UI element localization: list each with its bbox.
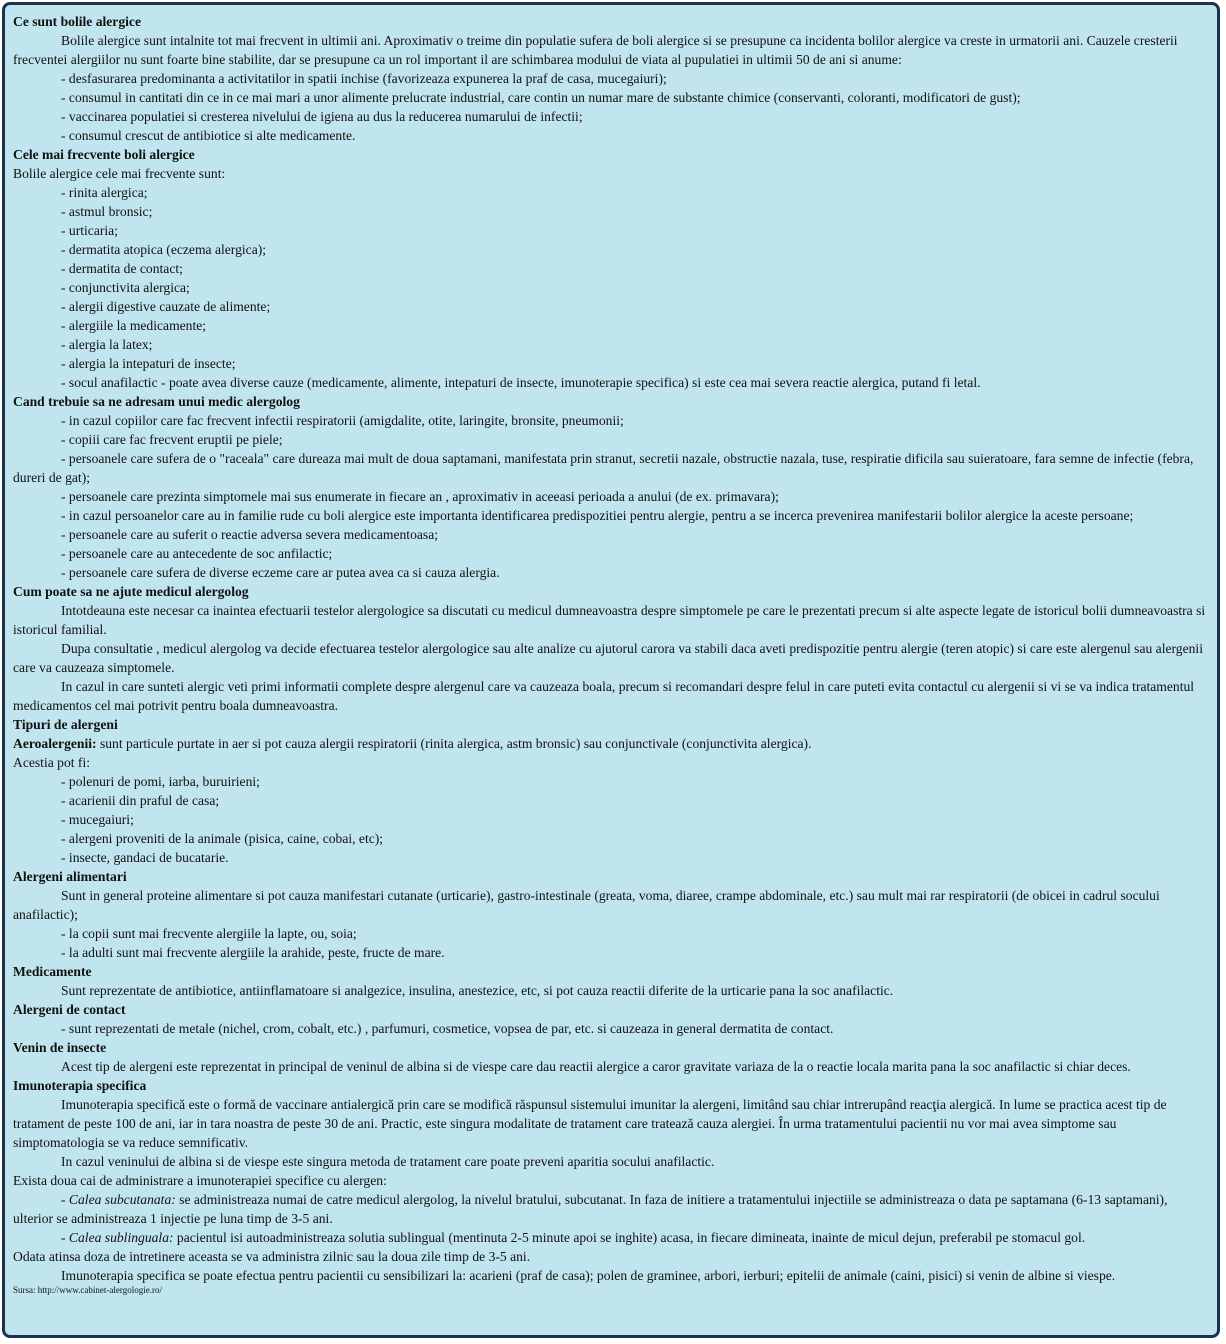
list-item: - consumul crescut de antibiotice si alte medicamente.: [61, 128, 356, 143]
paragraph: Bolile alergice sunt intalnite tot mai frecvent in ultimii ani. Aproximativ o treime din populatie sufera de boli alergice si se presupune ca incidenta bolilor alergice va creste in urmatorii ani. Cauzele cresterii frecventei alergiilor nu sunt foarte bine stabilite, dar se presupune ca un rol important il are schimbarea modului de viata al pupulatiei in ultimii 50 de ani si anume:: [13, 33, 1178, 67]
section-heading: Alergeni alimentari: [13, 869, 127, 884]
paragraph: Dupa consultatie , medicul alergolog va decide efectuarea testelor alergologice sau alte analize cu ajutorul carora va stabili daca aveti predispozitie pentru alergie (teren atopic) si care este alergenul sau alergenii care va cauzeaza simptomele.: [13, 641, 1203, 675]
list-item: - astmul bronsic;: [61, 204, 153, 219]
list-item: - desfasurarea predominanta a activitatilor in spatii inchise (favorizeaza expunerea la praf de casa, mucegaiuri);: [61, 71, 667, 86]
section-heading: Ce sunt bolile alergice: [13, 14, 141, 29]
paragraph: Sunt reprezentate de antibiotice, antiinflamatoare si analgezice, insulina, anestezice, etc, si pot cauza reactii diferite de la urticarie pana la soc anafilactic.: [61, 983, 894, 998]
intro-text: Acestia pot fi:: [13, 755, 91, 770]
list-item: - copiii care fac frecvent eruptii pe piele;: [61, 432, 283, 447]
list-item: - mucegaiuri;: [61, 812, 134, 827]
list-item: - urticaria;: [61, 223, 118, 238]
list-item: - persoanele care sufera de o "raceala" care dureaza mai mult de doua saptamani, manifestata prin stranut, secretii nazale, obstructie nazala, tuse, respiratie dificila sau suieratoare, fara semne de infectie (febra, dureri de gat);: [13, 451, 1194, 485]
section-heading: Alergeni de contact: [13, 1002, 126, 1017]
list-item: - la adulti sunt mai frecvente alergiile la arahide, peste, fructe de mare.: [61, 945, 445, 960]
source-note: Sursa: http://www.cabinet-alergologie.ro/: [13, 1285, 162, 1295]
list-item: - in cazul copiilor care fac frecvent infectii respiratorii (amigdalite, otite, laringite, bronsite, pneumonii;: [61, 413, 624, 428]
intro-text: Bolile alergice cele mai frecvente sunt:: [13, 166, 226, 181]
section-heading: Medicamente: [13, 964, 92, 979]
list-item: - la copii sunt mai frecvente alergiile la lapte, ou, soia;: [61, 926, 357, 941]
sublingual-route: [13, 1228, 1209, 1247]
paragraph: Intotdeauna este necesar ca inaintea efectuarii testelor alergologice sa discutati cu medicul dumneavoastra despre simptomele pe care le prezentati precum si alte aspecte legate de istoricul bolii dumneavoastra si istoricul familial.: [13, 603, 1206, 637]
subcutaneous-route: [13, 1190, 1209, 1228]
aeroallergens-text: sunt particule purtate in aer si pot cauza alergii respiratorii (rinita alergica, astm bronsic) sau conjunctivale (conjunctivita alergica).: [96, 736, 812, 751]
list-item: - sunt reprezentati de metale (nichel, crom, cobalt, etc.) , parfumuri, cosmetice, vopsea de par, etc. si cauzeaza in general dermatita de contact.: [61, 1021, 834, 1036]
aeroallergens-label: Aeroalergenii:: [13, 736, 97, 751]
list-item: - acarienii din praful de casa;: [61, 793, 220, 808]
section-heading: Imunoterapia specifica: [13, 1078, 147, 1093]
section-heading: Tipuri de alergeni: [13, 717, 118, 732]
list-item: - rinita alergica;: [61, 185, 148, 200]
paragraph: Sunt in general proteine alimentare si pot cauza manifestari cutanate (urticarie), gastro-intestinale (greata, voma, diaree, crampe abdominale, etc.) sau mult mai rar respiratorii (de obicei in cadrul socului anafilactic);: [13, 888, 1160, 922]
route-label: - Calea sublinguala:: [61, 1230, 174, 1245]
list-item: - alergiile la medicamente;: [61, 318, 207, 333]
paragraph: Odata atinsa doza de intretinere aceasta se va administra zilnic sau la doua zile timp de 3-5 ani.: [13, 1249, 531, 1264]
list-item: - alergia la intepaturi de insecte;: [61, 356, 236, 371]
paragraph: Imunoterapia specifică este o formă de vaccinare antialergică prin care se modifică răspunsul sistemului imunitar la alergeni, limitând sau chiar intrerupând reacţia alergică. In lume se practica acest tip de tratament de peste 100 de ani, iar in tara noastra de peste 30 de ani. Practic, este singura modalitate de tratament care tratează cauza alergiei. În urma tratamentului pacientii nu vor mai avea simptome sau simptomatologia se va reduce semnificativ.: [13, 1097, 1167, 1150]
list-item: - dermatita atopica (eczema alergica);: [61, 242, 267, 257]
paragraph: Imunoterapia specifica se poate efectua pentru pacientii cu sensibilizari la: acarieni (praf de casa); polen de graminee, arbori, ierburi; epitelii de animale (caini, pisici) si venin de albine si viespe.: [61, 1268, 1116, 1283]
list-item: - in cazul persoanelor care au in familie rude cu boli alergice este importanta identificarea predispozitiei pentru alergie, pentru a se incerca prevenirea manifestarii bolilor alergice la aceste persoane;: [61, 508, 1134, 523]
list-item: - persoanele care au antecedente de soc anfilactic;: [61, 546, 333, 561]
list-item: - polenuri de pomi, iarba, buruirieni;: [61, 774, 260, 789]
list-item: - insecte, gandaci de bucatarie.: [61, 850, 229, 865]
list-item: - alergia la latex;: [61, 337, 153, 352]
list-item: - vaccinarea populatiei si cresterea nivelului de igiena au dus la reducerea numarului de infectii;: [61, 109, 583, 124]
list-item: - alergii digestive cauzate de alimente;: [61, 299, 271, 314]
paragraph: Exista doua cai de administrare a imunoterapiei specifice cu alergen:: [13, 1173, 387, 1188]
route-text: se administreaza numai de catre medicul alergolog, la nivelul bratului, subcutanat. In faza de initiere a tratamentului injectiile se administreaza o data pe saptamana (6-13 saptamani), ulterior se administreaza 1 injectie pe luna timp de 3-5 ani.: [13, 1192, 1168, 1226]
list-item: - consumul in cantitati din ce in ce mai mari a unor alimente prelucrate industrial, care contin un numar mare de substante chimice (conservanti, coloranti, modificatori de gust);: [61, 90, 1021, 105]
list-item: - persoanele care sufera de diverse eczeme care ar putea avea ca si cauza alergia.: [61, 565, 500, 580]
section-heading: Cand trebuie sa ne adresam unui medic alergolog: [13, 394, 300, 409]
list-item: - conjunctivita alergica;: [61, 280, 190, 295]
list-item: - persoanele care au suferit o reactie adversa severa medicamentoasa;: [61, 527, 439, 542]
aeroallergens-line: [13, 734, 1209, 753]
section-heading: Cum poate sa ne ajute medicul alergolog: [13, 584, 249, 599]
paragraph: In cazul in care sunteti alergic veti primi informatii complete despre alergenul care va cauzeaza boala, precum si recomandari despre felul in care puteti evita contactul cu alergenii si vi se va indica tratamentul medicamentos cel mai potrivit pentru boala dumneavoastra.: [13, 679, 1195, 713]
paragraph: In cazul veninului de albina si de viespe este singura metoda de tratament care poate preveni aparitia socului anafilactic.: [61, 1154, 715, 1169]
list-item: - dermatita de contact;: [61, 261, 183, 276]
paragraph: Acest tip de alergeni este reprezentat in principal de veninul de albina si de viespe care dau reactii alergice a caror gravitate variaza de la o reactie locala marita pana la soc anafilactic si chiar deces.: [61, 1059, 1131, 1074]
list-item: - alergeni proveniti de la animale (pisica, caine, cobai, etc);: [61, 831, 384, 846]
list-item: - socul anafilactic - poate avea diverse cauze (medicamente, alimente, intepaturi de insecte, imunoterapie specifica) si este cea mai severa reactie alergica, putand fi letal.: [61, 375, 981, 390]
article-panel: [2, 2, 1220, 1338]
list-item: - persoanele care prezinta simptomele mai sus enumerate in fiecare an , aproximativ in aceeasi perioada a anului (de ex. primavara);: [61, 489, 779, 504]
section-heading: Venin de insecte: [13, 1040, 107, 1055]
section-heading: Cele mai frecvente boli alergice: [13, 147, 195, 162]
route-text: pacientul isi autoadministreaza solutia sublingual (mentinuta 2-5 minute apoi se inghite) acasa, in fiecare dimineata, inainte de micul dejun, preferabil pe stomacul gol.: [173, 1230, 1086, 1245]
route-label: - Calea subcutanata:: [61, 1192, 176, 1207]
